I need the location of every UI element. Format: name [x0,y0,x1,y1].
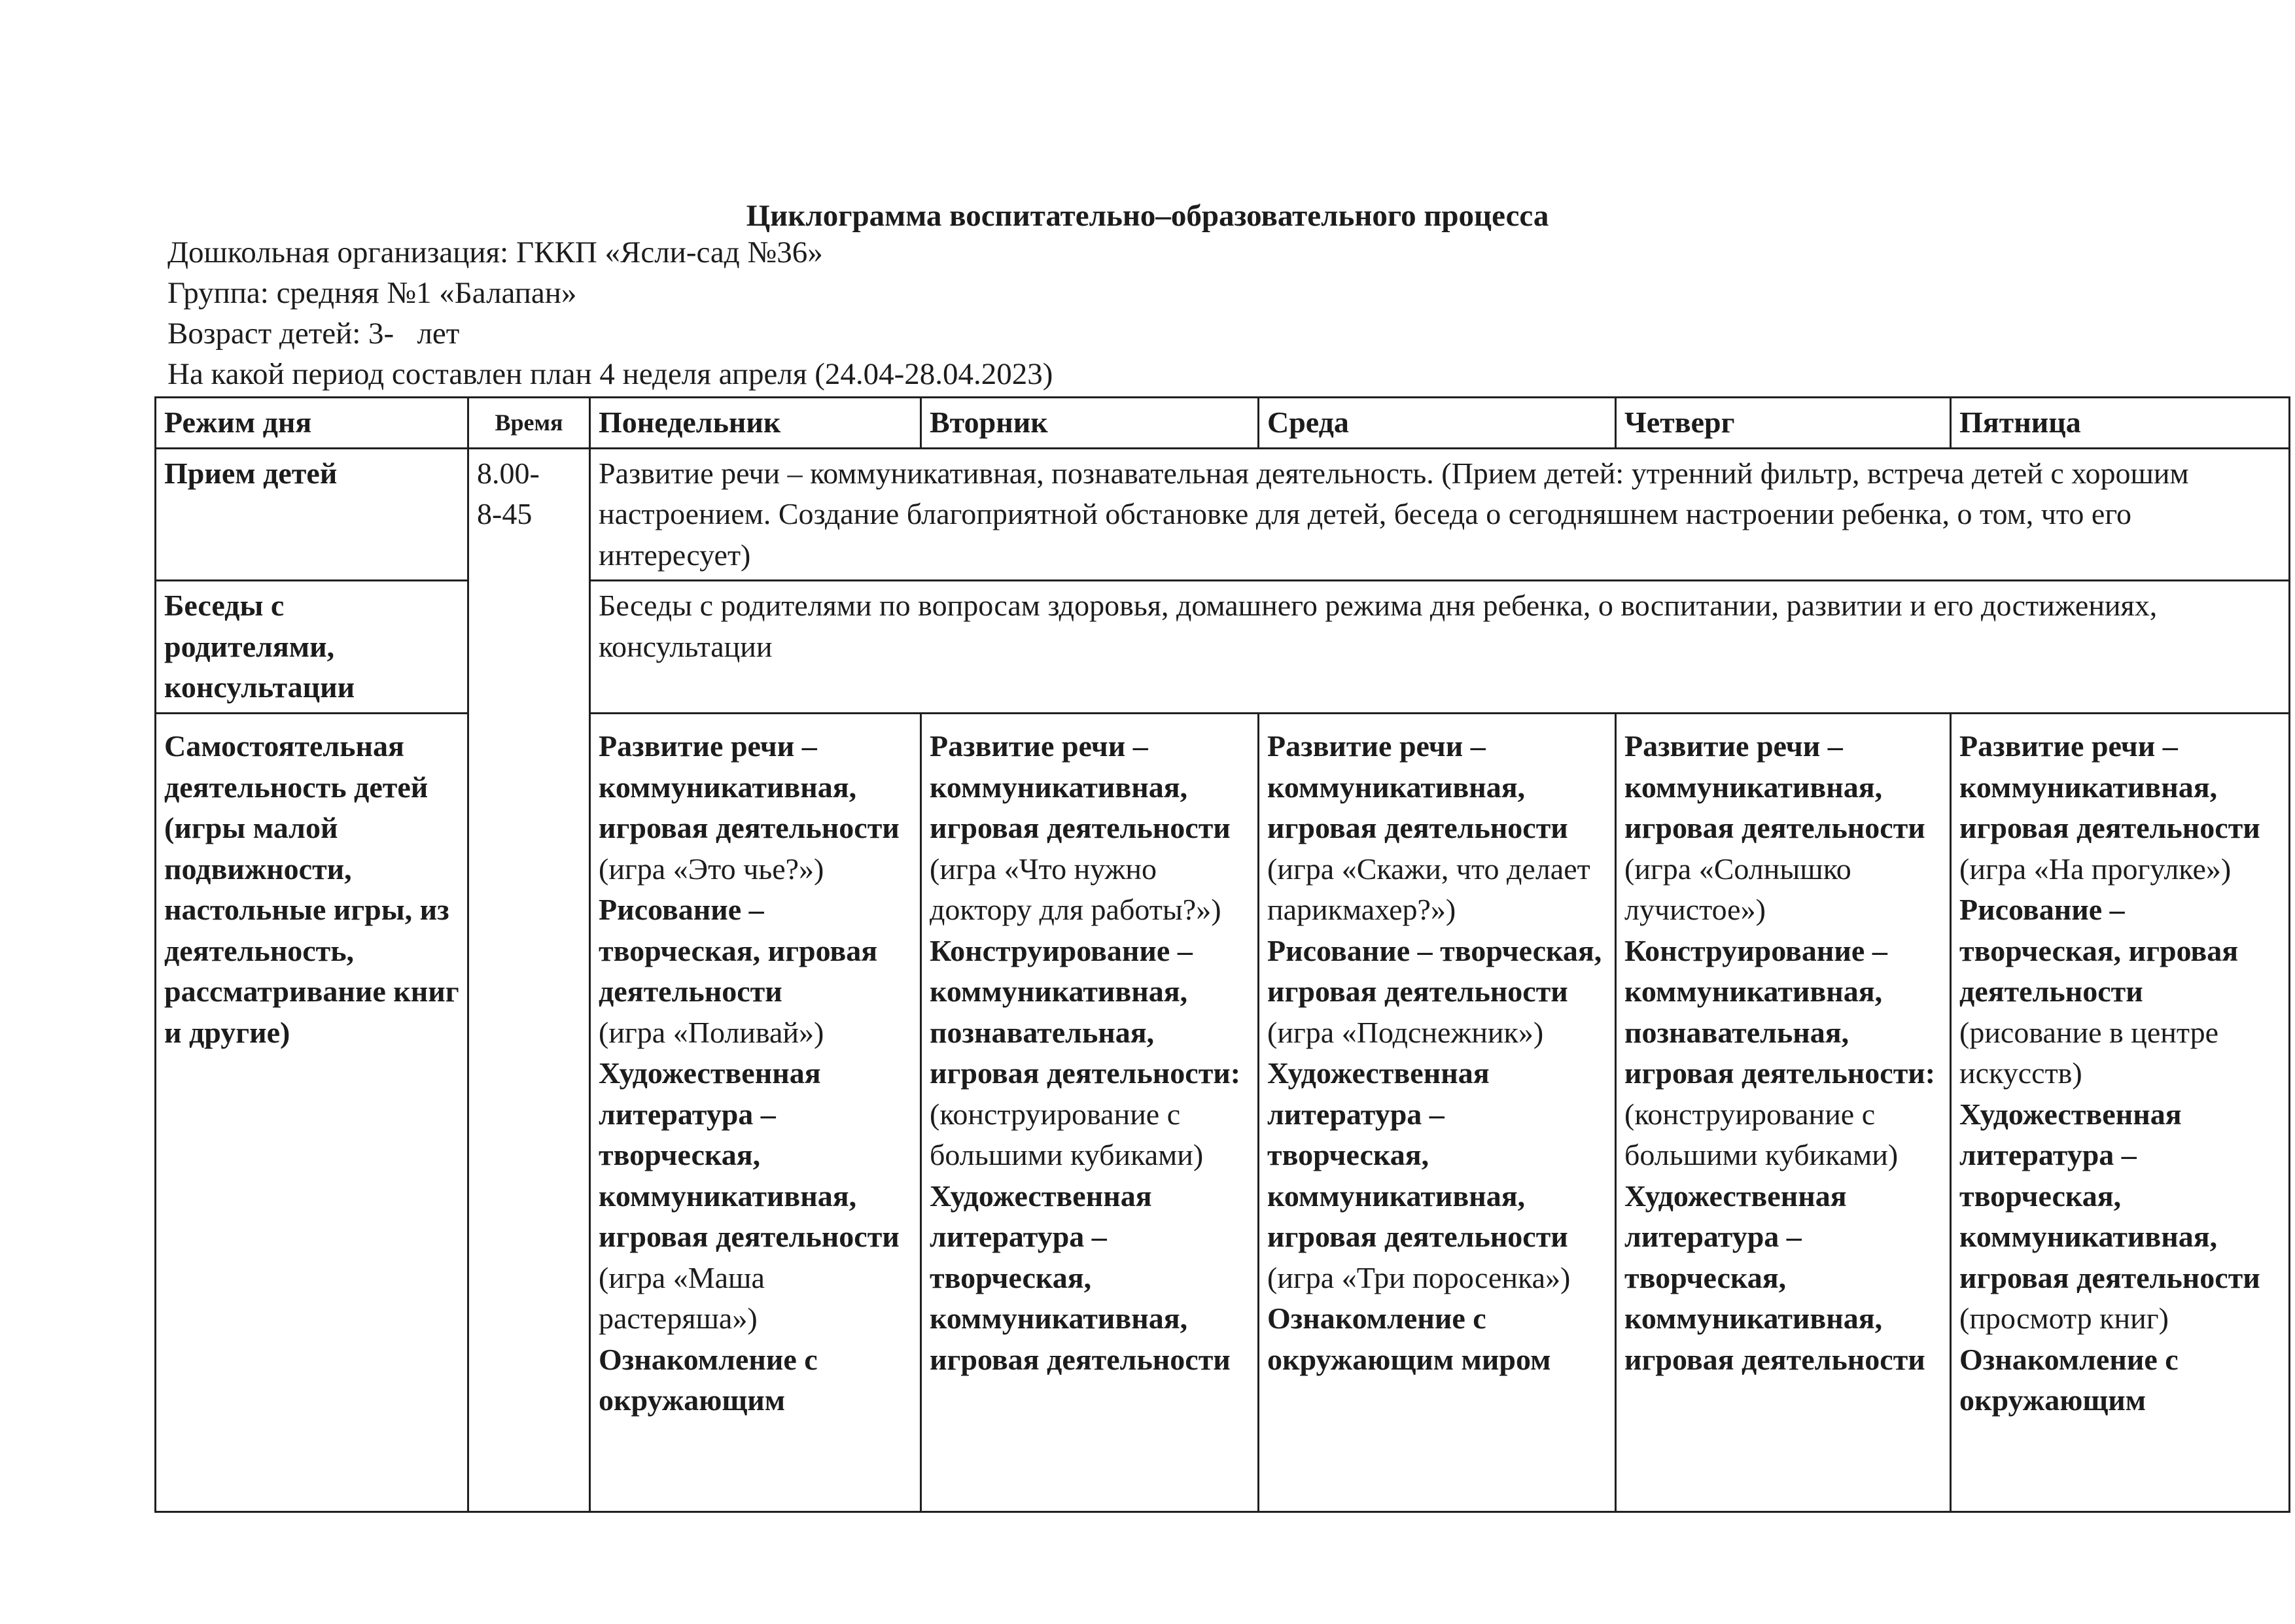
age-line: Возраст детей: 3- лет [167,317,460,351]
day-cell-wednesday [1259,714,1616,1512]
header-tuesday: Вторник [921,398,1259,449]
activity-title: Рисование – творческая, игровая деятельности [599,893,878,1008]
activity-description: (игра «Маша растеряша») [599,1260,765,1335]
activity-description: (конструирование с большими кубиками) [930,1097,1204,1171]
activity-title: Развитие речи – коммуникативная, игровая деятельности [930,729,1231,844]
period-line: На какой период составлен план 4 неделя апреля (24.04-28.04.2023) [167,357,1053,391]
reception-row [156,448,2290,581]
day-cell-tuesday [921,714,1259,1512]
header-row [156,398,2290,449]
activity-title: Ознакомление с окружающим [1959,1342,2179,1417]
activity-title: Художественная литература – творческая, коммуникативная, игровая деятельности [930,1179,1231,1376]
header-thursday: Четверг [1616,398,1951,449]
activity-description: (игра «Что нужно доктору для работы?») [930,852,1221,926]
activity-description: (игра «Подснежник») [1267,1015,1544,1049]
activity-title: Конструирование – коммуникативная, познавательная, игровая деятельности: [1624,933,1936,1090]
activity-title: Художественная литература – творческая, коммуникативная, игровая деятельности [1959,1097,2260,1294]
organization-line: Дошкольная организация: ГККП «Ясли-сад №36» [167,235,823,269]
group-line: Группа: средняя №1 «Балапан» [167,276,577,310]
activity-description: (игра «На прогулке») [1959,852,2232,886]
activity-title: Ознакомление с окружающим [599,1342,818,1417]
activity-description: (игра «Поливай») [599,1015,824,1049]
activity-title: Развитие речи – коммуникативная, игровая деятельности [599,729,900,844]
day-cell-friday [1951,714,2290,1512]
activity-title: Рисование – творческая, игровая деятельности [1959,893,2239,1008]
activity-title: Художественная литература – творческая, коммуникативная, игровая деятельности [1267,1056,1568,1253]
activity-title: Развитие речи – коммуникативная, игровая деятельности [1267,729,1568,844]
activity-title: Развитие речи – коммуникативная, игровая деятельности [1959,729,2260,844]
regime-reception: Прием детей [156,448,468,581]
regime-parents: Беседы с родителями, консультации [156,581,468,714]
parents-description: Беседы с родителями по вопросам здоровья, домашнего режима дня ребенка, о воспитании, развитии и его достижениях, консультации [590,581,2290,714]
day-cell-thursday [1616,714,1951,1512]
activity-title: Конструирование – коммуникативная, познавательная, игровая деятельности: [930,933,1241,1090]
header-regime: Режим дня [156,398,468,449]
time-cell: 8.00- 8-45 [468,448,590,1512]
activity-description: (просмотр книг) [1959,1302,2169,1335]
day-cell-monday [590,714,921,1512]
activity-description: (игра «Скажи, что делает парикмахер?») [1267,852,1590,926]
activity-title: Художественная литература – творческая, коммуникативная, игровая деятельности [1624,1179,1925,1376]
header-friday: Пятница [1951,398,2290,449]
reception-description: Развитие речи – коммуникативная, познавательная деятельность. (Прием детей: утренний фильтр, встреча детей с хорошим настроением. Создание благоприятной обстановке для детей, беседа о сегодняшнем настроении ребенка, о том, что его интересует) [590,448,2290,581]
activity-description: (игра «Это чье?») [599,852,824,886]
activity-title: Рисование – творческая, игровая деятельности [1267,933,1602,1008]
activity-description: (игра «Солнышко лучистое») [1624,852,1851,926]
activity-description: (игра «Три поросенка») [1267,1260,1571,1294]
header-wednesday: Среда [1259,398,1616,449]
cyclogram-table [154,396,2290,1513]
header-time: Время [468,398,590,449]
activity-title: Художественная литература – творческая, коммуникативная, игровая деятельности [599,1056,900,1253]
activity-description: (конструирование с большими кубиками) [1624,1097,1899,1171]
activity-title: Ознакомление с окружающим миром [1267,1302,1551,1376]
header-monday: Понедельник [590,398,921,449]
regime-independent: Самостоятельная деятельность детей (игры малой подвижности, настольные игры, из деятельность, рассматривание книг и другие) [156,714,468,1512]
activity-title: Развитие речи – коммуникативная, игровая деятельности [1624,729,1925,844]
activity-description: (рисование в центре искусств) [1959,1015,2218,1090]
document-title: Циклограмма воспитательно–образовательного процесса [746,199,1549,233]
